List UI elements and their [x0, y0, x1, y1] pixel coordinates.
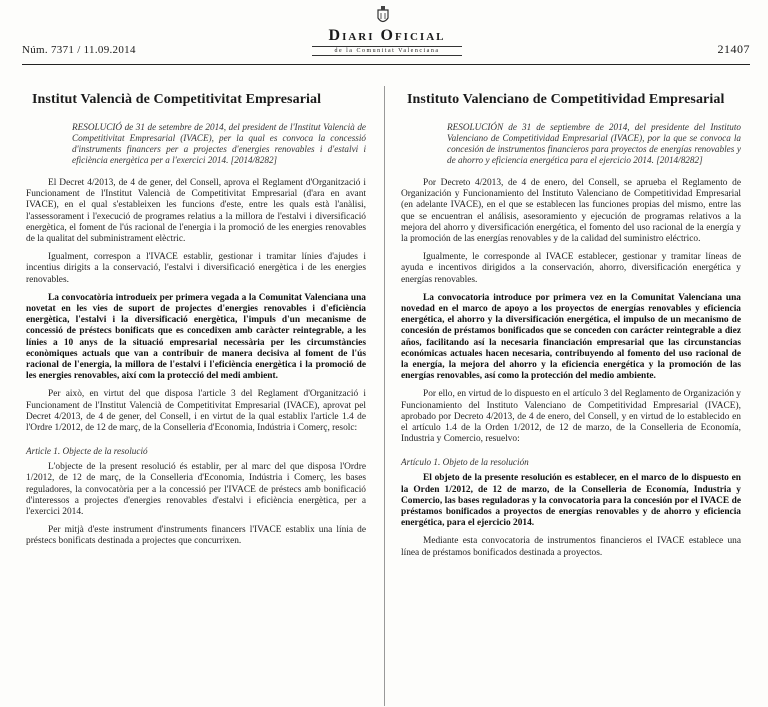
article-heading: Artículo 1. Objeto de la resolución [401, 457, 529, 468]
issue-number: Núm. 7371 / 11.09.2014 [22, 44, 136, 56]
masthead [312, 28, 462, 56]
coat-of-arms-icon [375, 6, 391, 26]
paragraph: La convocatoria introduce por primera vez en la Comunitat Valenciana una novedad en el marco de apoyo a los proyectos de energías renovables y eficiencia energética, el ahorro y la diversificación energética, el impulso de un mecanismo de concesión de préstamos bonificados que se conceden con carácter reintegrable a diez años, facilitando así la necesaria financiación empresarial que las circunstancias económicas actuales hacen necesaria, contribuyendo al fomento del uso racional de la energía, la mejora del ahorro y la eficiencia energética y la promoción de las energías renovables, así como la protección del medio ambiente. [401, 292, 741, 382]
paragraph: Per això, en virtut del que disposa l'article 3 del Reglament d'Organització i Funcionament de l'Institut Valencià de Competitivitat Empresarial (IVACE), aprovat pel Decret 4/2013, de 4 de gener, del Consell, i en virtut de la qual establix l'article 1.4 de l'Ordre 1/2012, de 12 de març, de la Conselleria d'Economia, Indústria i Comerç, resolc: [26, 389, 366, 434]
paragraph: El Decret 4/2013, de 4 de gener, del Consell, aprova el Reglament d'Organització i Funcionament de l'Institut Valencià de Competitivitat Empresarial (d'ara en avant IVACE), en el qual s'estableixen les funcions d'este, entre les quals està l'anàlisi, l'assessorament i l'execució de programes relatius a la millora de l'estalvi i diversificació energètica, el foment de l'ús racional de l'energia i la promoció de les energies renovables de la qualitat del subministrament elèctric. [26, 178, 366, 245]
column-spanish [401, 92, 741, 566]
institution-heading: Instituto Valenciano de Competitividad Empresarial [407, 92, 725, 107]
page-header [22, 6, 750, 76]
masthead-subtitle: de la Comunitat Valenciana [312, 46, 462, 56]
paragraph: Por Decreto 4/2013, de 4 de enero, del Consell, se aprueba el Reglamento de Organización y Funcionamiento del Instituto Valenciano de Competitividad Empresarial (en adelante IVACE), en el que se establecen las funciones propias del mismo, entre las que se encuentran el análisis, asesoramiento y ejecución de programas relativos a la mejora del ahorro y diversificación energética, el fomento del uso racional de la energía y la promoción de las energías renovables y de la calidad del suministro eléctrico. [401, 178, 741, 245]
paragraph: Por ello, en virtud de lo dispuesto en el artículo 3 del Reglamento de Organización y Funcionamiento del Instituto Valenciano de Competitividad Empresarial (IVACE), aprobado por Decreto 4/2013, de 4 de enero, del Consell, y en virtud de lo establecido en el artículo 1.4 de la Orden 1/2012, de 12 de marzo, de la Conselleria de Economía, Industria y Comercio, resuelvo: [401, 389, 741, 445]
paragraph: Mediante esta convocatoria de instrumentos financieros el IVACE establece una línea de préstamos bonificados destinada a proyectos. [401, 536, 741, 558]
column-valencian [26, 92, 366, 555]
paragraph: Igualmente, le corresponde al IVACE establecer, gestionar y tramitar líneas de ayuda e incentivos dirigidos a la conservación, ahorro, diversificación energética y energías renovables. [401, 252, 741, 285]
column-divider [384, 86, 385, 706]
page-number: 21407 [717, 42, 750, 56]
paragraph: El objeto de la presente resolución es establecer, en el marco de lo dispuesto en la Orden 1/2012, de 12 de marzo, de la Conselleria de Economía, Industria y Comercio, las bases reguladoras y la convocatoria para la concesión por el IVACE de préstamos bonificados a proyectos de energías renovables y de ahorro y eficiencia energética, para el ejercicio 2014. [401, 473, 741, 529]
paragraph: Igualment, correspon a l'IVACE establir, gestionar i tramitar línies d'ajudes i incentius dirigits a la conservació, l'estalvi i diversificació energètica i de les energies renovables. [26, 252, 366, 285]
institution-heading: Institut Valencià de Competitivitat Empresarial [32, 92, 322, 107]
article-heading: Article 1. Objecte de la resolució [26, 446, 148, 457]
header-rule [22, 64, 750, 65]
paragraph: L'objecte de la present resolució és establir, per al marc del que disposa l'Ordre 1/2012, de 12 de març, de la Conselleria d'Economia, Indústria i Comerç, les bases reguladores, la convocatòria per a la concessió per l'IVACE de préstecs amb bonificació d'interessos a projectes d'energies renovables d'estalvi i eficiència energètica, per a l'exercici 2014. [26, 462, 366, 518]
masthead-title: Diari Oficial [328, 27, 446, 44]
resolution-summary: RESOLUCIÓN de 31 de septiembre de 2014, del presidente del Instituto Valenciano de Competitividad Empresarial (IVACE), por la que se convoca la concesión de instrumentos financieros para proyectos de energías renovables y de ahorro y eficiencia energética para el ejercicio 2014. [2014/8282] [447, 122, 741, 165]
resolution-summary: RESOLUCIÓ de 31 de setembre de 2014, del president de l'Institut Valencià de Competitivitat Empresarial (IVACE), per la qual es convoca la concessió d'instruments financers per a projectes d'energies renovables i d'estalvi i eficiència energètica per a l'exercici 2014. [2014/8282] [72, 122, 366, 165]
paragraph: Per mitjà d'este instrument d'instruments financers l'IVACE establix una línia de préstecs bonificats destinada a projectes que concurrixen. [26, 525, 366, 547]
paragraph: La convocatòria introdueix per primera vegada a la Comunitat Valenciana una novetat en les vies de suport de projectes d'energies renovables i d'eficiència energètica, l'estalvi i la diversificació energètica, l'impuls d'un mecanisme de concessió de préstecs bonificats que es concedixen amb caràcter reintegrable, a les línies a 10 anys de la situació empresarial necessària per les circumstàncies econòmiques actuals que van a contribuir de manera decisiva al foment de l'ús racional de l'energia, la millora de l'estalvi i l'eficiència energètica i la promoció de les energies renovables, així com la protecció del medi ambient. [26, 292, 366, 382]
